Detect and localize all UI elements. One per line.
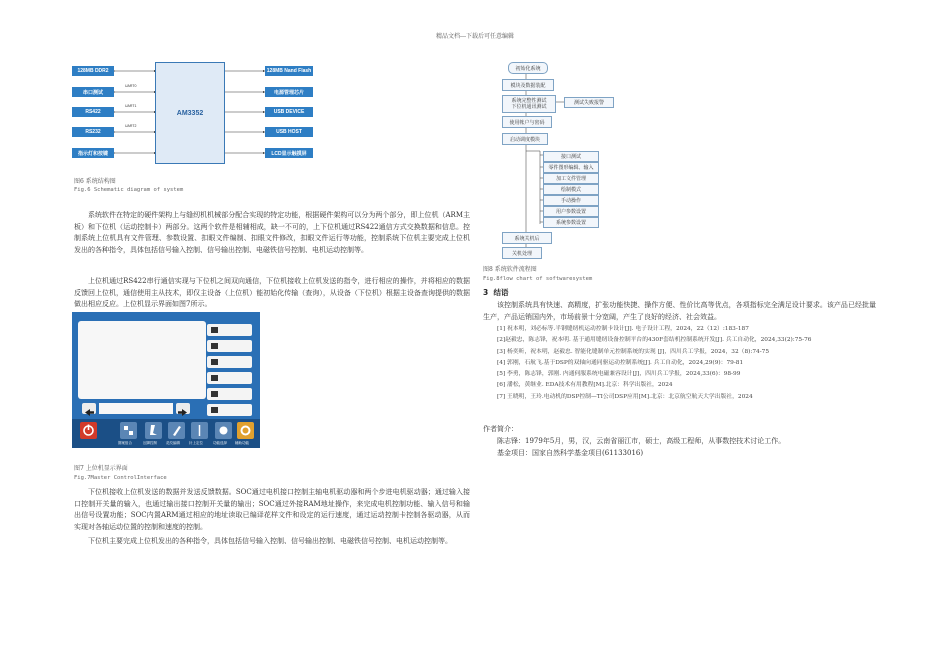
pattern-edit-icon[interactable] <box>168 422 185 439</box>
uart1-label: UART1 <box>125 104 137 108</box>
reference-list <box>483 324 876 403</box>
presser-foot-icon[interactable] <box>145 422 162 439</box>
side-button-5[interactable] <box>207 388 252 400</box>
bottom-label-2: 压脚控制 <box>143 441 157 445</box>
uart0-label: UART0 <box>125 84 137 88</box>
bottom-label-6: 辅助功能 <box>235 441 249 445</box>
ddr2-box: 128MB DDR2 <box>72 66 114 76</box>
serial-test-box: 串口测试 <box>72 87 114 97</box>
rs232-box: RS232 <box>72 127 114 137</box>
flow-start-scheduler: 启动调度模块 <box>502 133 548 145</box>
nand-flash-box: 128MB Nand Flash <box>266 68 312 74</box>
flow-part-edit: 零件图形编辑、输入 <box>543 162 599 173</box>
usb-device-box: USB DEVICE <box>265 107 313 117</box>
reference-item: [1] 祝本明，刘必标等.半钢缝纫机运动控制卡设计[J]. 电子设计工程，2024，22（12）:183-187 <box>497 326 749 332</box>
flow-draw-mode: 绘制模式 <box>543 184 599 195</box>
flow-account-password: 使用帐户与密码 <box>502 116 552 128</box>
flow-interface-test: 接口测试 <box>543 151 599 162</box>
flow-module-assembly: 模块及数据装配 <box>502 79 554 91</box>
flow-after-shutdown: 系统关机后 <box>502 232 552 244</box>
paragraph-3: 下位机接收上位机发送的数据并发送反馈数据。SOC通过电机接口控制主轴电机驱动器和两个步进电机驱动器；通过输入接口控制开关量的输入，也通过输出接口控制开关量的输出；SOC通过外接RAM地址操作，来完成电机控制功能、输入信号和输出信号设置功能；SOC内置ARM通过相应的地址读取已编译花样文件和设定的运行速度，通过运动控制卡控制各驱动器，从而实现对各轴运动位置的控制和速度的控制。 <box>74 488 470 531</box>
reference-item: [4] 郭刚，石航飞.基于DSP的双轴向通同驱运动控制系统[J]. 兵工自动化，2024,29(9)：79-81 <box>497 359 744 366</box>
side-button-6[interactable] <box>207 404 252 416</box>
bottom-label-5: 功能选择 <box>213 441 227 445</box>
flow-shutdown: 关机处理 <box>502 247 542 259</box>
side-button-3[interactable] <box>207 356 252 368</box>
power-icon[interactable] <box>80 422 97 439</box>
paragraph-4: 下位机主要完成上位机发出的各种指令，具体包括信号输入控制、信号输出控制、电磁铁信号控制、电机运动控制等。 <box>88 537 452 545</box>
flow-system-params: 系统参数设置 <box>543 217 599 228</box>
side-button-2[interactable] <box>207 340 252 352</box>
flow-test-fail-alarm: 测试失败报警 <box>564 97 614 108</box>
led-key-box: 指示灯和按键 <box>72 148 114 158</box>
right-arrow-icon[interactable] <box>176 403 190 414</box>
bottom-label-1: 图案组合 <box>118 441 132 445</box>
fig8-caption: 图8 系统软件流程图 <box>483 266 537 273</box>
left-arrow-icon[interactable] <box>82 403 96 414</box>
function-select-icon[interactable] <box>215 422 232 439</box>
reference-item: [2]赵毅忠，陈志锋，祝本明. 基于通用缝纫设备控制平台的430F套结机控制系统开发[J]. 兵工自动化，2024,33(2):75-76 <box>497 337 812 344</box>
side-button-1[interactable] <box>207 324 252 336</box>
fund-info: 基金项目：国家自然科学基金项目(61133016) <box>497 449 644 457</box>
bottom-label-3: 花纹编辑 <box>166 441 180 445</box>
needle-up-icon[interactable] <box>191 422 208 439</box>
power-chip-box: 电源管理芯片 <box>265 87 313 97</box>
pattern-combo-icon[interactable] <box>120 422 137 439</box>
system-block-diagram <box>72 62 324 164</box>
software-flowchart <box>500 60 640 260</box>
uart2-label: UART2 <box>125 124 137 128</box>
flow-integrity-test: 系统完整性测试 下位机通讯测试 <box>502 95 556 113</box>
auxiliary-icon[interactable] <box>237 422 254 439</box>
fig7-caption-en: Fig.7Master ControlInterface <box>74 475 167 481</box>
fig7-caption: 图7 上位机显示界面 <box>74 465 128 472</box>
flow-manual: 手动操作 <box>543 195 599 206</box>
rs422-box: RS422 <box>72 107 114 117</box>
fig6-caption: 图6 系统结构图 <box>74 178 116 185</box>
value-field[interactable] <box>99 403 173 414</box>
paragraph-2: 上位机通过RS422串行通信实现与下位机之间双向通信，下位机接收上位机发送的指令，进行相应的操作，并将相应的数据反馈回上位机，通信使用主从技术，即仅主设备（上位机）能初始化传输（查询），从设备（下位机）根据主设备查询提供的数据做出相应反应。上位机显示界面如图7所示。 <box>74 277 470 308</box>
master-control-interface <box>72 312 260 448</box>
bottom-label-4: 针上定位 <box>189 441 203 445</box>
reference-item: [6] 潘松，黄继业. EDA技术有用教程[M].北京：科学出版社，2024 <box>497 382 673 389</box>
usb-host-box: USB HOST <box>265 127 313 137</box>
author-bio: 陈志锋：1979年5月，男，汉，云南省丽江市，硕士，高级工程师，从事数控技术讨论工作。 <box>497 437 786 445</box>
lcd-box: LCD显示触摸屏 <box>265 148 313 158</box>
display-area <box>78 321 206 399</box>
flow-file-manage: 加工文件管理 <box>543 173 599 184</box>
cpu-box: AM3352 <box>155 62 225 164</box>
page-header: 精品文档---下载后可任意编辑 <box>435 33 515 40</box>
fig8-caption-en: Fig.8flow chart of softwaresystem <box>483 276 593 282</box>
conclusion: 该控制系统具有快速、高精度，扩张功能快捷、操作方便、性价比高等优点，各项指标完全满足设计要求。该产品已经批量生产，产品运销国内外，市场前景十分宽阔，产生了良好的经济、社会效益。 <box>483 301 876 321</box>
paragraph-1: 系统软件在特定的硬件架构上与缝纫机机械部分配合实现的特定功能，根据硬件架构可以分为两个部分，即上位机（ARM主板）和下位机（运动控制卡）两部分。这两个软件是相辅相成，缺一不可的，上下位机通过RS422通信方式交换数据和信息。控制系统上位机具有文件管理、参数设置、扣眼文件编制、扣眼文件修改，扣眼文件运行等功能，控制系统下位机主要完成上位机发出的各种指令，具体包括信号输入控制、信号输出控制、电磁铁信号控制、电机运动控制等。 <box>74 211 470 254</box>
reference-item: [5] 李勇，陈志锋，郭刚. 内通伺服系统电磁兼容设计[J]，四川兵工学报，2024,33(6)：98-99 <box>497 371 741 378</box>
flow-user-params: 用户参数设置 <box>543 206 599 217</box>
side-button-4[interactable] <box>207 372 252 384</box>
flow-init: 初始化系统 <box>508 62 548 74</box>
reference-item: [7] 王晓明，王玲.电动机的DSP控制—TI公司DSP应用[M].北京：北京航空航天大学出版社，2024 <box>497 393 753 400</box>
fig6-caption-en: Fig.6 Schematic diagram of system <box>74 187 184 193</box>
section-title: 3 结语 <box>483 288 509 297</box>
author-label: 作者简介： <box>483 425 518 433</box>
reference-item: [3] 杨奕昕，祝本明，赵毅忠. 智能化缝制单元控制系统的实现 [J]，四川兵工学报，2024，32（8):74-75 <box>497 348 770 355</box>
